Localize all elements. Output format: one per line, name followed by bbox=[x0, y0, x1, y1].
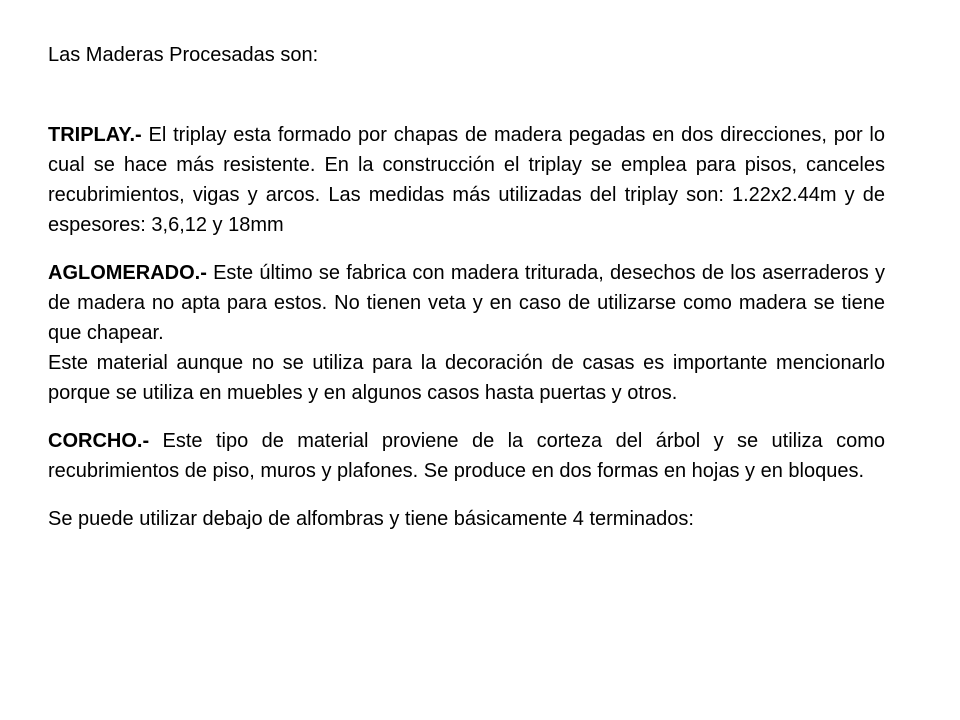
corcho-paragraph bbox=[48, 426, 885, 486]
aglomerado-note: Este material aunque no se utiliza para la decoración de casas es importante mencionarlo porque se utiliza en muebles y en algunos casos hasta puertas y otros. bbox=[48, 352, 885, 404]
closing-text: Se puede utilizar debajo de alfombras y tiene básicamente 4 terminados: bbox=[48, 508, 694, 530]
aglomerado-term: AGLOMERADO.- bbox=[48, 262, 207, 284]
triplay-description: El triplay esta formado por chapas de madera pegadas en dos direcciones, por lo cual se hace más resistente. En la construcción el triplay se emplea para pisos, canceles recubrimientos, vigas y arcos. Las medidas más utilizadas del triplay son: 1.22x2.44m y de espesores: 3,6,12 y 18mm bbox=[48, 124, 885, 236]
slide-content bbox=[48, 40, 885, 534]
triplay-term: TRIPLAY.- bbox=[48, 124, 142, 146]
corcho-term: CORCHO.- bbox=[48, 430, 150, 452]
aglomerado-description: Este último se fabrica con madera triturada, desechos de los aserraderos y de madera no apta para estos. No tienen veta y en caso de utilizarse como madera se tiene que chapear. bbox=[48, 262, 885, 344]
triplay-paragraph bbox=[48, 120, 885, 240]
aglomerado-paragraph bbox=[48, 258, 885, 348]
intro-heading: Las Maderas Procesadas son: bbox=[48, 44, 319, 66]
corcho-description: Este tipo de material proviene de la corteza del árbol y se utiliza como recubrimientos de piso, muros y plafones. Se produce en dos formas en hojas y en bloques. bbox=[48, 430, 885, 482]
